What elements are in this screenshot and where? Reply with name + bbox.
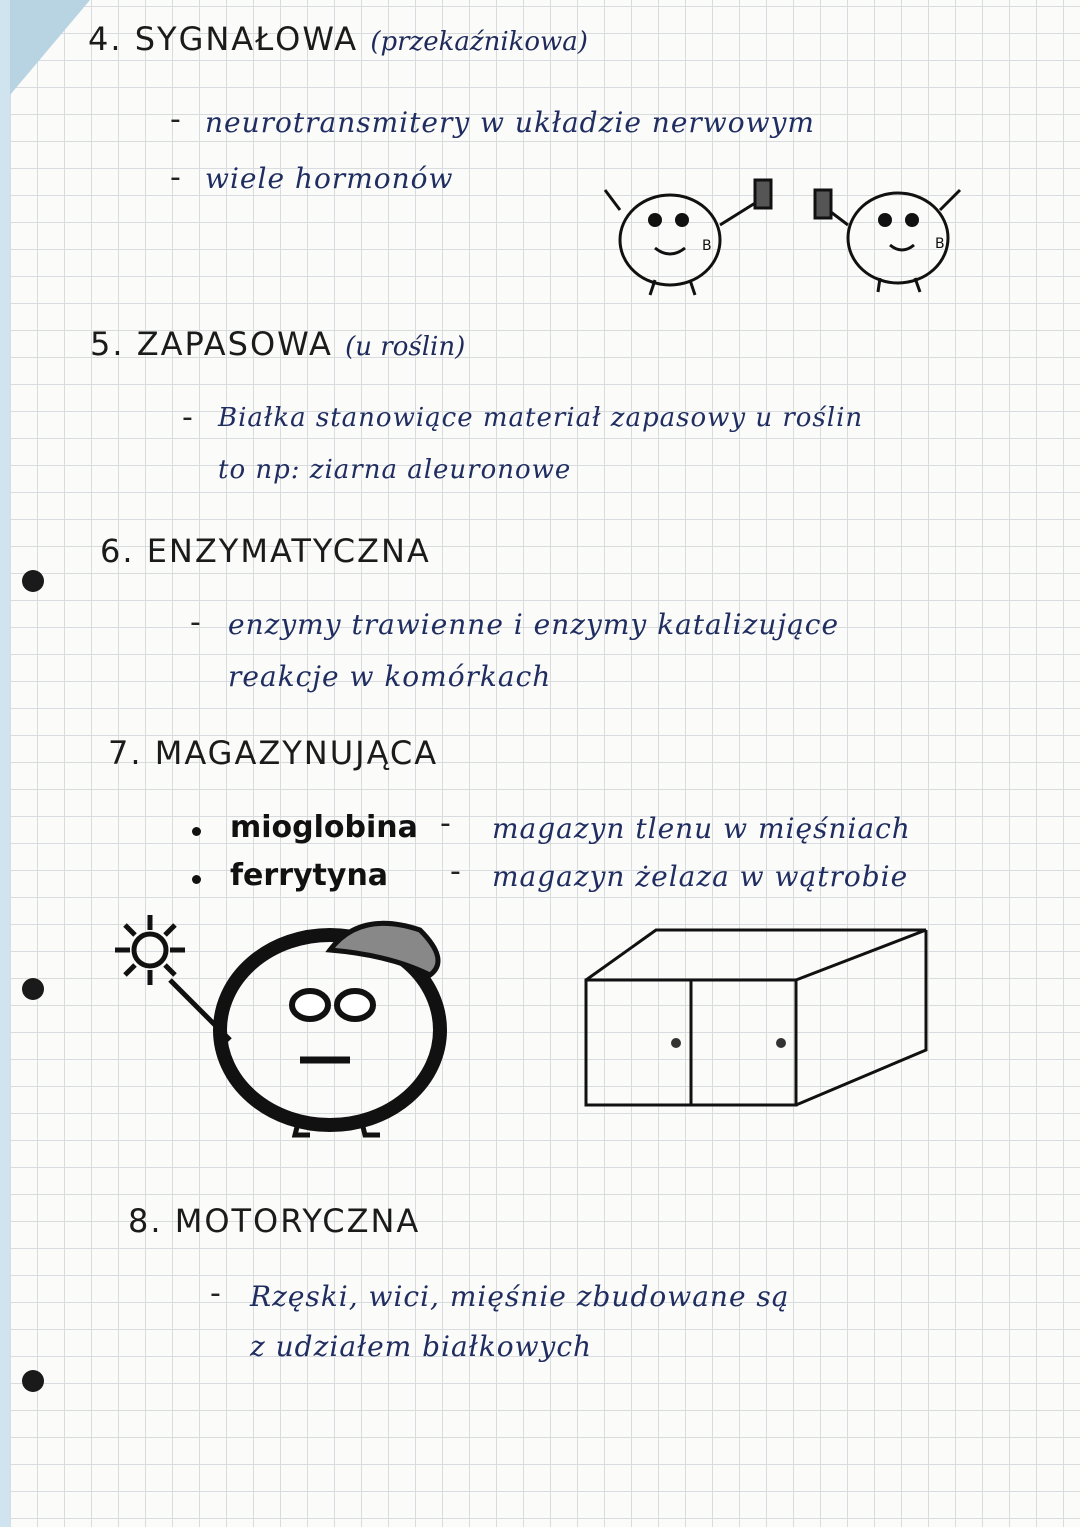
- section-6-title: 6. ENZYMATYCZNA: [100, 532, 431, 570]
- section-7-title: 7. MAGAZYNUJĄCA: [108, 734, 439, 772]
- page-corner-fold: [10, 0, 90, 95]
- cell-label-b: B: [935, 236, 945, 252]
- binder-hole: [22, 1370, 44, 1392]
- dash-marker: -: [450, 854, 461, 889]
- dash-marker: -: [190, 605, 201, 640]
- section-6-line-2: reakcje w komórkach: [228, 660, 552, 693]
- section-8-line-2: z udziałem białkowych: [250, 1330, 593, 1363]
- section-5-title: 5. ZAPASOWA: [90, 325, 333, 363]
- section-5-subtitle: (u roślin): [345, 332, 466, 362]
- cells-drawing: [590, 170, 990, 310]
- section-7-desc-1: magazyn tlenu w mięśniach: [492, 812, 911, 845]
- section-7-term-1: mioglobina: [230, 810, 418, 845]
- section-8-title: 8. MOTORYCZNA: [128, 1202, 421, 1240]
- section-5-line-1: Białka stanowiące materiał zapasowy u roślin: [218, 403, 864, 433]
- notebook-page: [10, 0, 1080, 1527]
- bullet-marker: [192, 875, 201, 884]
- section-7-desc-2: magazyn żelaza w wątrobie: [492, 860, 909, 893]
- section-8-line-1: Rzęski, wici, mięśnie zbudowane są: [250, 1280, 790, 1313]
- section-4-heading: [88, 20, 588, 58]
- section-4-subtitle: (przekaźnikowa): [370, 27, 588, 57]
- dash-marker: -: [210, 1276, 221, 1311]
- binder-hole: [22, 570, 44, 592]
- section-4-item-2: wiele hormonów: [205, 162, 454, 195]
- section-4-item-1: neurotransmitery w układzie nerwowym: [205, 106, 815, 139]
- cabinet-drawing: [576, 925, 956, 1125]
- section-6-line-1: enzymy trawienne i enzymy katalizujące: [228, 608, 840, 641]
- section-4-title: 4. SYGNAŁOWA: [88, 20, 359, 58]
- section-5-heading: [90, 325, 465, 363]
- bullet-marker: [192, 827, 201, 836]
- section-5-line-2: to np: ziarna aleuronowe: [218, 455, 572, 485]
- binder-hole: [22, 978, 44, 1000]
- dash-marker: -: [182, 400, 193, 435]
- cell-label-b: B: [702, 238, 712, 254]
- dash-marker: -: [170, 160, 181, 195]
- character-drawing: [110, 910, 470, 1150]
- dash-marker: -: [170, 102, 181, 137]
- dash-marker: -: [440, 806, 451, 841]
- section-7-term-2: ferrytyna: [230, 858, 389, 893]
